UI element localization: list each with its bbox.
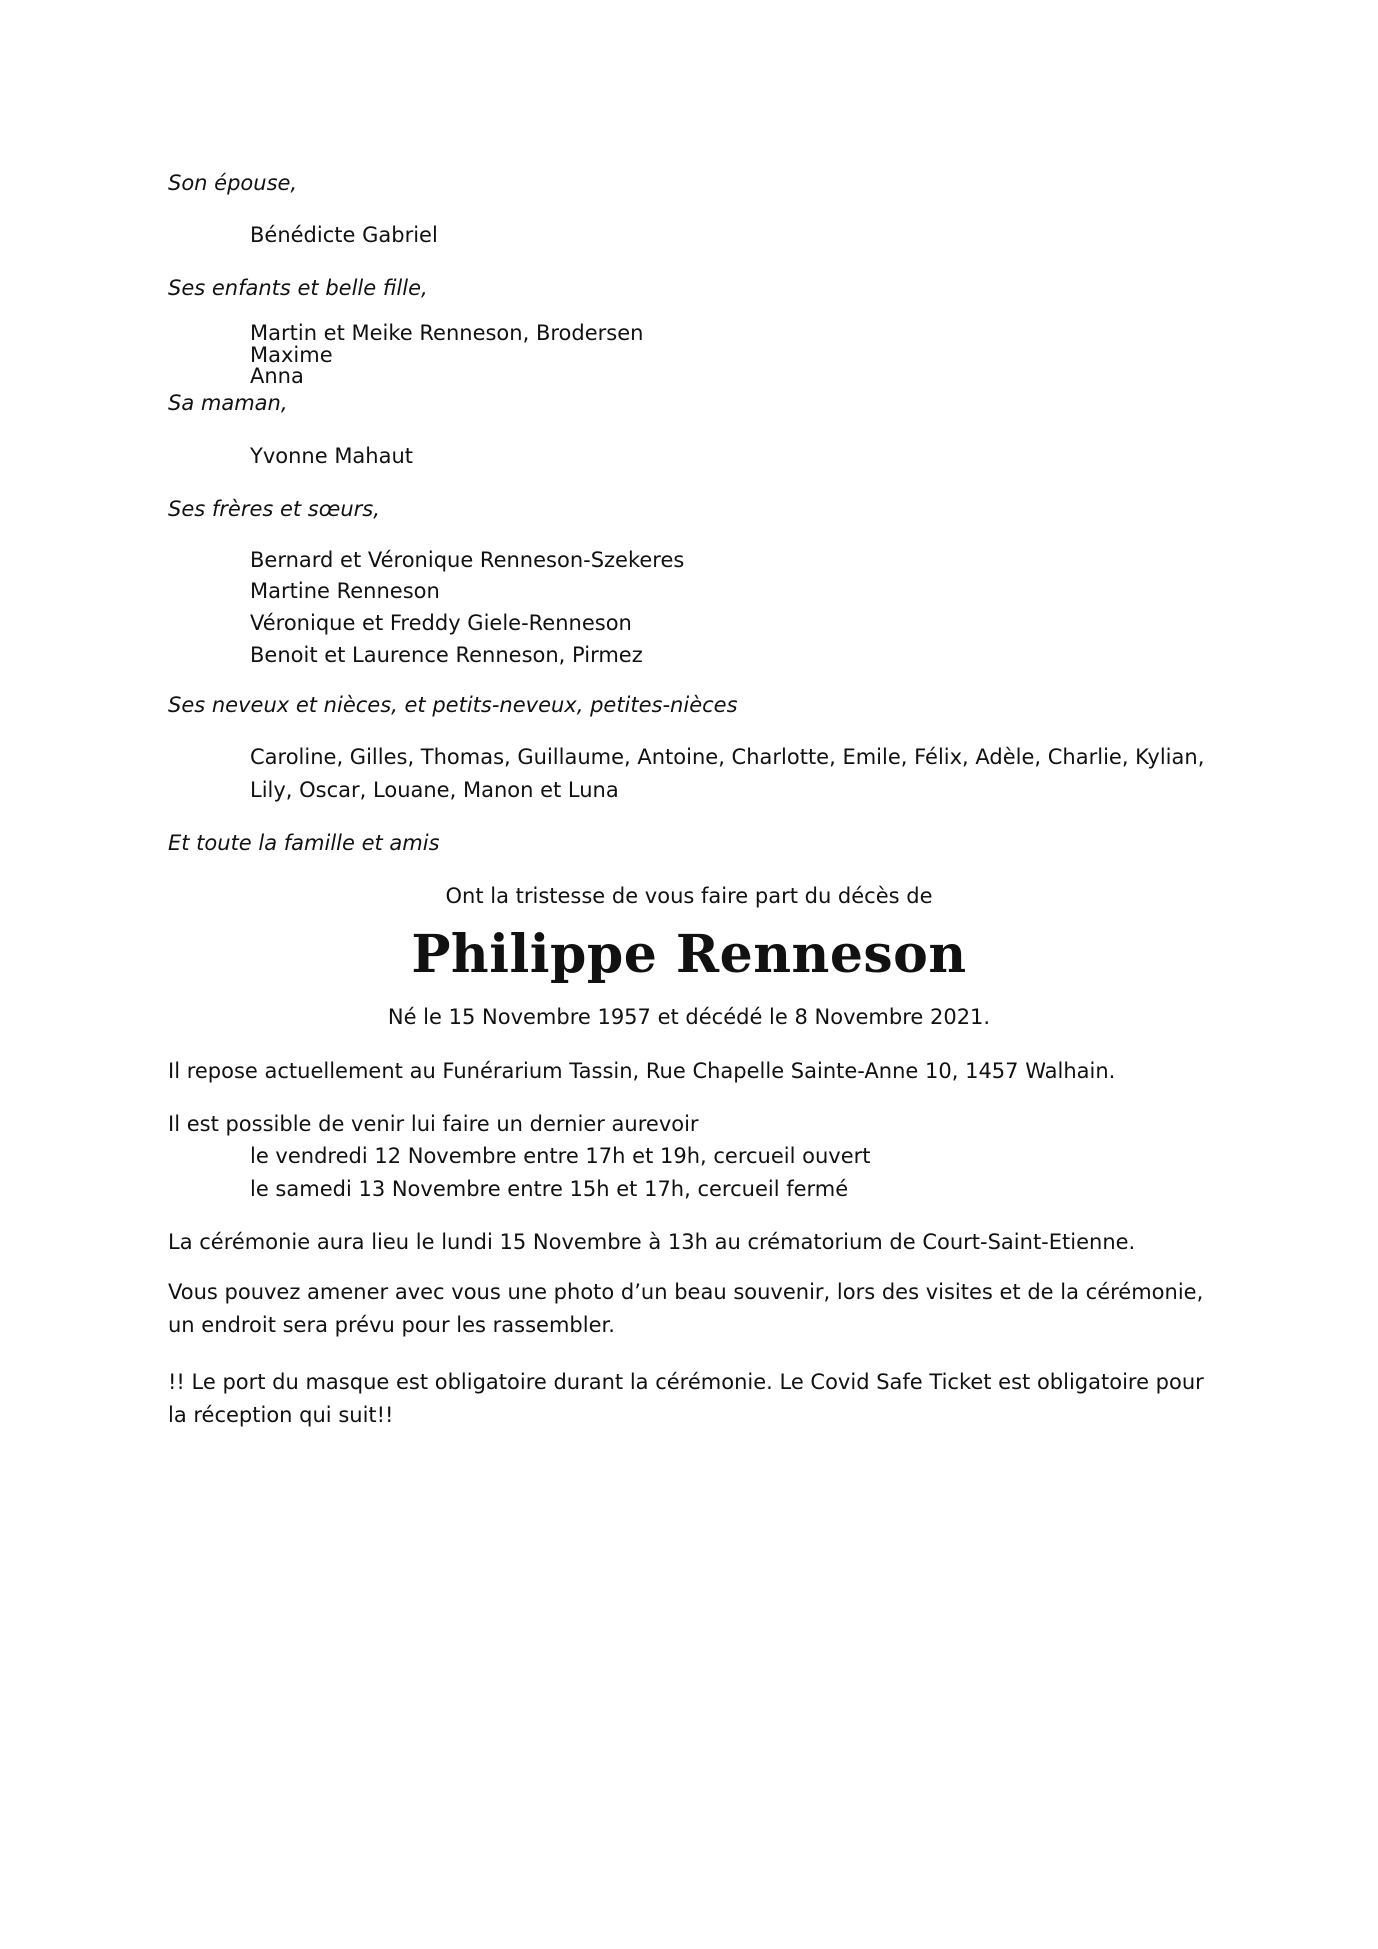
child-name: Anna	[250, 364, 304, 388]
sibling-name: Martine Renneson	[250, 579, 440, 603]
family-friends-heading: Et toute la famille et amis	[168, 831, 440, 855]
deceased-name: Philippe Renneson	[411, 924, 967, 985]
visit-time: le samedi 13 Novembre entre 15h et 17h, cercueil fermé	[250, 1177, 849, 1201]
birth-death-dates: Né le 15 Novembre 1957 et décédé le 8 Novembre 2021.	[387, 1005, 991, 1029]
child-name: Maxime	[250, 343, 333, 367]
nephews-list-line: Caroline, Gilles, Thomas, Guillaume, Antoine, Charlotte, Emile, Félix, Adèle, Charlie, Kylian,	[250, 745, 1205, 769]
mask-note: !! Le port du masque est obligatoire durant la cérémonie. Le Covid Safe Ticket est obligatoire pour la réception qui suit!!	[168, 1370, 1204, 1427]
sibling-name: Véronique et Freddy Giele-Renneson	[250, 611, 632, 635]
visit-time: le vendredi 12 Novembre entre 17h et 19h, cercueil ouvert	[250, 1144, 871, 1168]
mother-heading: Sa maman,	[168, 391, 288, 415]
announcement-intro: Ont la tristesse de vous faire part du décès de	[445, 884, 933, 908]
mother-name: Yvonne Mahaut	[250, 444, 414, 468]
sibling-name: Bernard et Véronique Renneson-Szekeres	[250, 548, 685, 572]
sibling-name: Benoit et Laurence Renneson, Pirmez	[250, 643, 643, 667]
visit-intro: Il est possible de venir lui faire un dernier aurevoir	[168, 1112, 699, 1136]
ceremony-info: La cérémonie aura lieu le lundi 15 Novembre à 13h au crématorium de Court-Saint-Etienne.	[168, 1230, 1136, 1254]
nephews-list-line: Lily, Oscar, Louane, Manon et Luna	[250, 778, 619, 802]
nephews-heading: Ses neveux et nièces, et petits-neveux, petites-nièces	[168, 693, 738, 717]
spouse-name: Bénédicte Gabriel	[250, 223, 438, 247]
siblings-heading: Ses frères et sœurs,	[168, 497, 380, 521]
child-name: Martin et Meike Renneson, Brodersen	[250, 321, 644, 345]
spouse-heading: Son épouse,	[168, 171, 298, 195]
children-heading: Ses enfants et belle fille,	[168, 276, 428, 300]
resting-place: Il repose actuellement au Funérarium Tassin, Rue Chapelle Sainte-Anne 10, 1457 Walhain.	[168, 1059, 1116, 1083]
photo-note: Vous pouvez amener avec vous une photo d’un beau souvenir, lors des visites et de la cérémonie, un endroit sera prévu pour les rassembler.	[168, 1280, 1204, 1337]
